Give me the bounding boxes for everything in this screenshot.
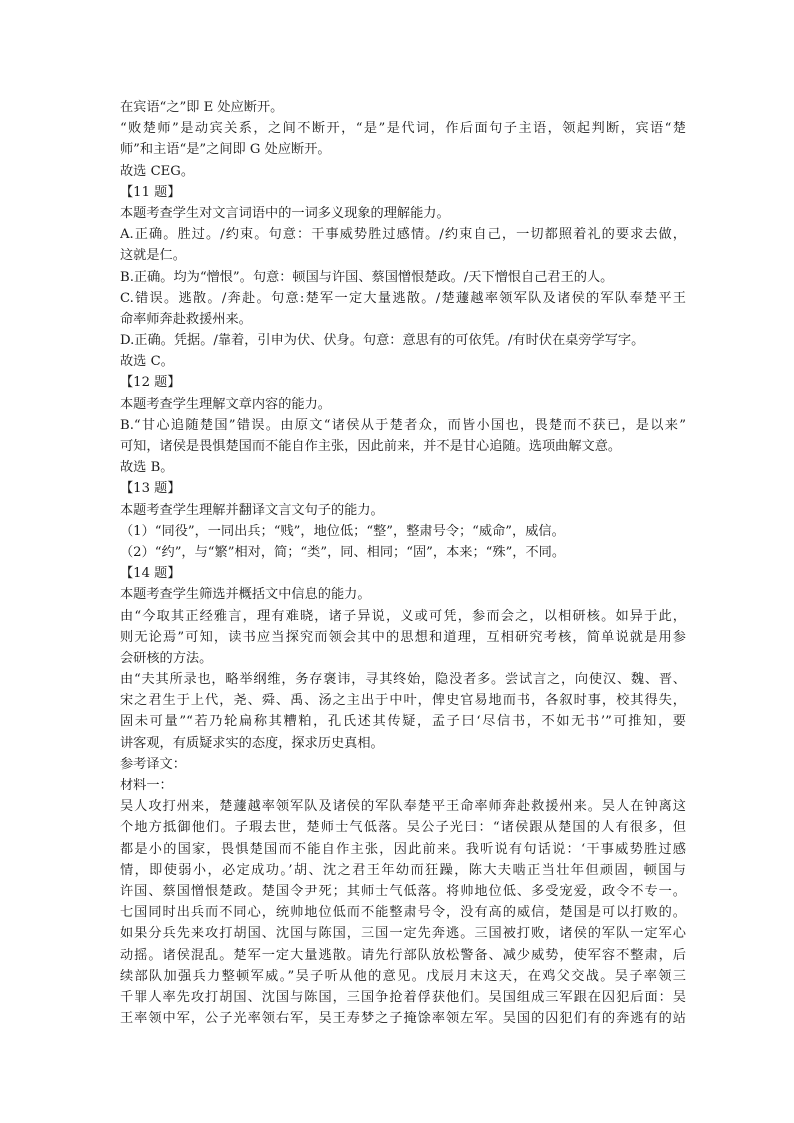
text-line: 吴人攻打州来，楚蘧越率领军队及诸侯的军队奉楚平王命率师奔赴救援州来。吴人在钟离这 bbox=[120, 799, 686, 815]
text-line: A.正确。胜过。/约束。句意：干事威势胜过感情。/约束自己，一切都照着礼的要求去做， bbox=[120, 227, 686, 243]
text-line: 会研核的方法。 bbox=[120, 650, 213, 666]
text-line: 许国、蔡国憎恨楚政。楚国令尹死；其师士气低落。将帅地位低、多受宠爱，政令不专一。 bbox=[120, 883, 686, 899]
text-line: 可知，诸侯是畏惧楚国而不能自作主张，因此前来，并不是甘心追随。选项曲解文意。 bbox=[120, 439, 622, 454]
text-line: 七国同时出兵而不同心，统帅地位低而不能整肃号令，没有高的威信，楚国是可以打败的。 bbox=[120, 905, 686, 921]
text-line: 本题考查学生理解文章内容的能力。 bbox=[120, 396, 331, 412]
text-line: 如果分兵先来攻打胡国、沈国与陈国，三国一定先奔逃。三国被打败，诸侯的军队一定军心 bbox=[120, 926, 686, 942]
text-line: B.正确。均为“憎恨”。句意：顿国与许国、蔡国憎恨楚政。/天下憎恨自己君王的人。 bbox=[120, 269, 614, 285]
text-line: 在宾语“之”即 E 处应断开。 bbox=[120, 100, 284, 115]
text-line: 本题考查学生理解并翻译文言文句子的能力。 bbox=[120, 502, 384, 518]
text-line: 师”和主语“是”之间即 G 处应断开。 bbox=[120, 142, 331, 158]
text-line: 宋之君生于上代，尧、舜、禹、汤之主出于中叶，俾史官易地而书，各叙时事，校其得失， bbox=[120, 693, 686, 709]
text-line: 动摇。诸侯混乱。楚军一定大量逃散。请先行部队放松警备、减少威势，使军容不整肃，后 bbox=[120, 947, 686, 963]
text-line: 都是小的国家，畏惧楚国而不能自作主张，因此前来。我听说有句话说：‘干事威势胜过感 bbox=[120, 841, 686, 857]
text-line: （1）“同役”，一同出兵；“贱”，地位低；“整”，整肃号令；“威命”，威信。 bbox=[120, 523, 565, 539]
text-line: 续部队加强兵力整顿军威。”吴子听从他的意见。戊辰月末这天，在鸡父交战。吴子率领三 bbox=[120, 968, 686, 984]
text-line: D.正确。凭据。/靠着，引申为伏、伏身。句意：意思有的可依凭。/有时伏在桌旁学写字。 bbox=[120, 333, 645, 349]
text-line: 故选 CEG。 bbox=[120, 163, 195, 179]
text-line: 材料一： bbox=[120, 778, 173, 793]
text-line: 这就是仁。 bbox=[120, 248, 186, 264]
text-line: 命率师奔赴救援州来。 bbox=[120, 311, 252, 327]
text-line: 个地方抵御他们。子瑕去世，楚师士气低落。吴公子光曰：“诸侯跟从楚国的人有很多，但 bbox=[120, 820, 686, 836]
section-heading: 【13 题】 bbox=[120, 481, 181, 497]
text-line: 故选 B。 bbox=[120, 460, 174, 476]
text-line: “败楚师”是动宾关系，之间不断开，“是”是代词，作后面句子主语，领起判断，宾语“楚 bbox=[120, 121, 686, 137]
text-line: 讲客观，有质疑求实的态度，探求历史真相。 bbox=[120, 735, 384, 751]
text-line: 则无论焉”可知，读书应当探究而领会其中的思想和道理，互相研究考核，简单说就是用参 bbox=[120, 629, 686, 645]
text-line: 千罪人率先攻打胡国、沈国与陈国，三国争抢着俘获他们。吴国组成三军跟在囚犯后面：吴 bbox=[120, 989, 686, 1005]
section-heading: 【11 题】 bbox=[120, 184, 181, 200]
document-body bbox=[120, 97, 686, 1029]
text-line: 本题考查学生对文言词语中的一词多义现象的理解能力。 bbox=[120, 205, 450, 221]
text-line: B.“甘心追随楚国”错误。由原文“诸侯从于楚者众，而皆小国也，畏楚而不获已，是以来” bbox=[120, 417, 686, 433]
text-line: 参考译文： bbox=[120, 756, 186, 772]
text-line: （2）“约”，与“繁”相对，简；“类”，同、相同；“固”，本来；“殊”，不同。 bbox=[120, 544, 566, 560]
text-line: 固未可量”“若乃轮扁称其糟粕，孔氏述其传疑，孟子曰‘尽信书，不如无书’”可推知，要 bbox=[120, 714, 686, 730]
section-heading: 【12 题】 bbox=[120, 375, 181, 391]
text-line: 由“今取其正经雅言，理有难晓，诸子异说，义或可凭，参而会之，以相研核。如异于此， bbox=[120, 608, 686, 624]
text-line: 王率领中军，公子光率领右军，吴王寿梦之子掩馀率领左军。吴国的囚犯们有的奔逃有的站 bbox=[120, 1011, 686, 1027]
text-line: 由“夫其所录也，略举纲维，务存褒讳，寻其终始，隐没者多。尝试言之，向使汉、魏、晋、 bbox=[120, 672, 686, 688]
text-line: 故选 C。 bbox=[120, 354, 174, 370]
text-line: 本题考查学生筛选并概括文中信息的能力。 bbox=[120, 587, 371, 603]
text-line: 情，即使弱小，必定成功。’胡、沈之君王年幼而狂躁，陈大夫啮正当壮年但顽固，顿国与 bbox=[120, 862, 686, 878]
section-heading: 【14 题】 bbox=[120, 566, 181, 582]
text-line: C.错误。逃散。/奔赴。句意:楚军一定大量逃散。/楚蘧越率领军队及诸侯的军队奉楚平王 bbox=[120, 290, 686, 306]
